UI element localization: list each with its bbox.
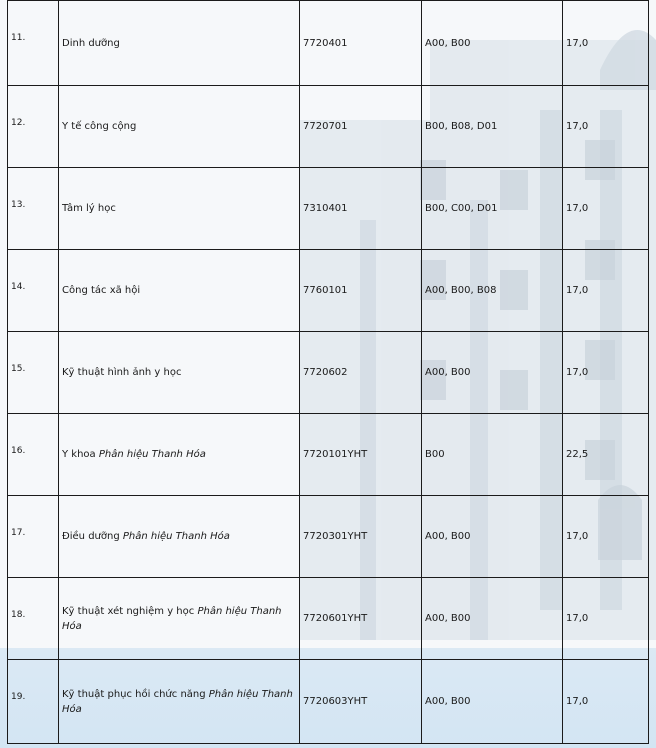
table-row: [8, 1, 649, 86]
row-number-cell: [8, 414, 59, 496]
major-name-cell: [59, 578, 300, 660]
table-row: [8, 496, 649, 578]
major-code-cell: [300, 250, 422, 332]
major-name: Điều dưỡng: [62, 531, 123, 542]
row-number: 18.: [11, 610, 26, 620]
table-row: [8, 250, 649, 332]
subject-combo-cell: [422, 578, 563, 660]
campus-label: Phân hiệu Thanh Hóa: [62, 688, 293, 715]
cutoff-score: 17,0: [566, 285, 589, 296]
campus-label: Phân hiệu Thanh Hóa: [62, 605, 282, 632]
major-code: 7720301YHT: [303, 531, 368, 542]
cutoff-score: 17,0: [566, 121, 589, 132]
score-cell: [563, 496, 649, 578]
cutoff-score: 17,0: [566, 613, 589, 624]
major-code-cell: [300, 332, 422, 414]
campus-label: Phân hiệu Thanh Hóa: [122, 531, 230, 542]
score-cell: [563, 1, 649, 86]
major-code: 7720602: [303, 367, 348, 378]
table-row: [8, 332, 649, 414]
subject-combo: A00, B00: [425, 367, 471, 378]
subject-combo-cell: [422, 1, 563, 86]
major-name: Kỹ thuật phục hồi chức năng: [62, 688, 209, 700]
score-cell: [563, 168, 649, 250]
score-cell: [563, 332, 649, 414]
major-code: 7720601YHT: [303, 613, 368, 624]
major-code-cell: [300, 660, 422, 744]
table-row: [8, 86, 649, 168]
score-cell: [563, 578, 649, 660]
major-name-cell: [59, 86, 300, 168]
major-name-cell: [59, 496, 300, 578]
campus-label: Phân hiệu Thanh Hóa: [98, 449, 206, 460]
major-name: Kỹ thuật xét nghiệm y học: [62, 605, 198, 617]
major-name: Y tế công cộng: [62, 121, 137, 132]
subject-combo-cell: [422, 660, 563, 744]
cutoff-score: 17,0: [566, 37, 589, 49]
major-code-cell: [300, 168, 422, 250]
row-number-cell: [8, 1, 59, 86]
subject-combo: A00, B00, B08: [425, 285, 497, 296]
row-number: 16.: [11, 446, 26, 456]
subject-combo: A00, B00: [425, 37, 471, 49]
subject-combo: B00, C00, D01: [425, 203, 498, 214]
major-code: 7760101: [303, 285, 348, 296]
major-code: 7720401: [303, 37, 348, 49]
row-number-cell: [8, 250, 59, 332]
major-code: 7720603YHT: [303, 696, 368, 707]
score-cell: [563, 414, 649, 496]
row-number-cell: [8, 496, 59, 578]
subject-combo-cell: [422, 86, 563, 168]
subject-combo: A00, B00: [425, 613, 471, 624]
major-code: 7720701: [303, 121, 348, 132]
cutoff-score: 17,0: [566, 696, 589, 707]
table-row: [8, 414, 649, 496]
table-row: [8, 168, 649, 250]
subject-combo: A00, B00: [425, 531, 471, 542]
major-name: Công tác xã hội: [62, 285, 141, 296]
row-number: 17.: [11, 528, 26, 538]
subject-combo: A00, B00: [425, 696, 471, 707]
row-number: 12.: [11, 118, 26, 128]
row-number: 13.: [11, 200, 26, 210]
major-code-cell: [300, 86, 422, 168]
major-code-cell: [300, 496, 422, 578]
row-number-cell: [8, 168, 59, 250]
row-number: 19.: [11, 692, 26, 702]
major-name: Y khoa: [62, 449, 99, 460]
row-number: 14.: [11, 282, 26, 292]
subject-combo-cell: [422, 168, 563, 250]
table-row: [8, 660, 649, 744]
row-number-cell: [8, 578, 59, 660]
major-name: Kỹ thuật hình ảnh y học: [62, 367, 182, 378]
subject-combo-cell: [422, 496, 563, 578]
subject-combo-cell: [422, 414, 563, 496]
subject-combo: B00: [425, 449, 445, 460]
major-name-cell: [59, 332, 300, 414]
subject-combo-cell: [422, 250, 563, 332]
row-number: 15.: [11, 364, 26, 374]
table-row: [8, 578, 649, 660]
subject-combo: B00, B08, D01: [425, 121, 498, 132]
row-number-cell: [8, 660, 59, 744]
major-name-cell: [59, 414, 300, 496]
score-cell: [563, 660, 649, 744]
major-code: 7720101YHT: [303, 449, 368, 460]
major-code-cell: [300, 1, 422, 86]
major-name-cell: [59, 660, 300, 744]
row-number-cell: [8, 86, 59, 168]
subject-combo-cell: [422, 332, 563, 414]
admission-score-table: [7, 0, 649, 744]
cutoff-score: 17,0: [566, 203, 589, 214]
score-cell: [563, 250, 649, 332]
major-name-cell: [59, 1, 300, 86]
major-name: Dinh dưỡng: [62, 37, 120, 49]
cutoff-score: 17,0: [566, 367, 589, 378]
row-number: 11.: [11, 33, 26, 43]
major-name-cell: [59, 250, 300, 332]
major-name: Tâm lý học: [62, 203, 116, 214]
score-cell: [563, 86, 649, 168]
major-code-cell: [300, 578, 422, 660]
cutoff-score: 17,0: [566, 531, 589, 542]
cutoff-score: 22,5: [566, 449, 589, 460]
major-name-cell: [59, 168, 300, 250]
major-code: 7310401: [303, 203, 348, 214]
row-number-cell: [8, 332, 59, 414]
major-code-cell: [300, 414, 422, 496]
